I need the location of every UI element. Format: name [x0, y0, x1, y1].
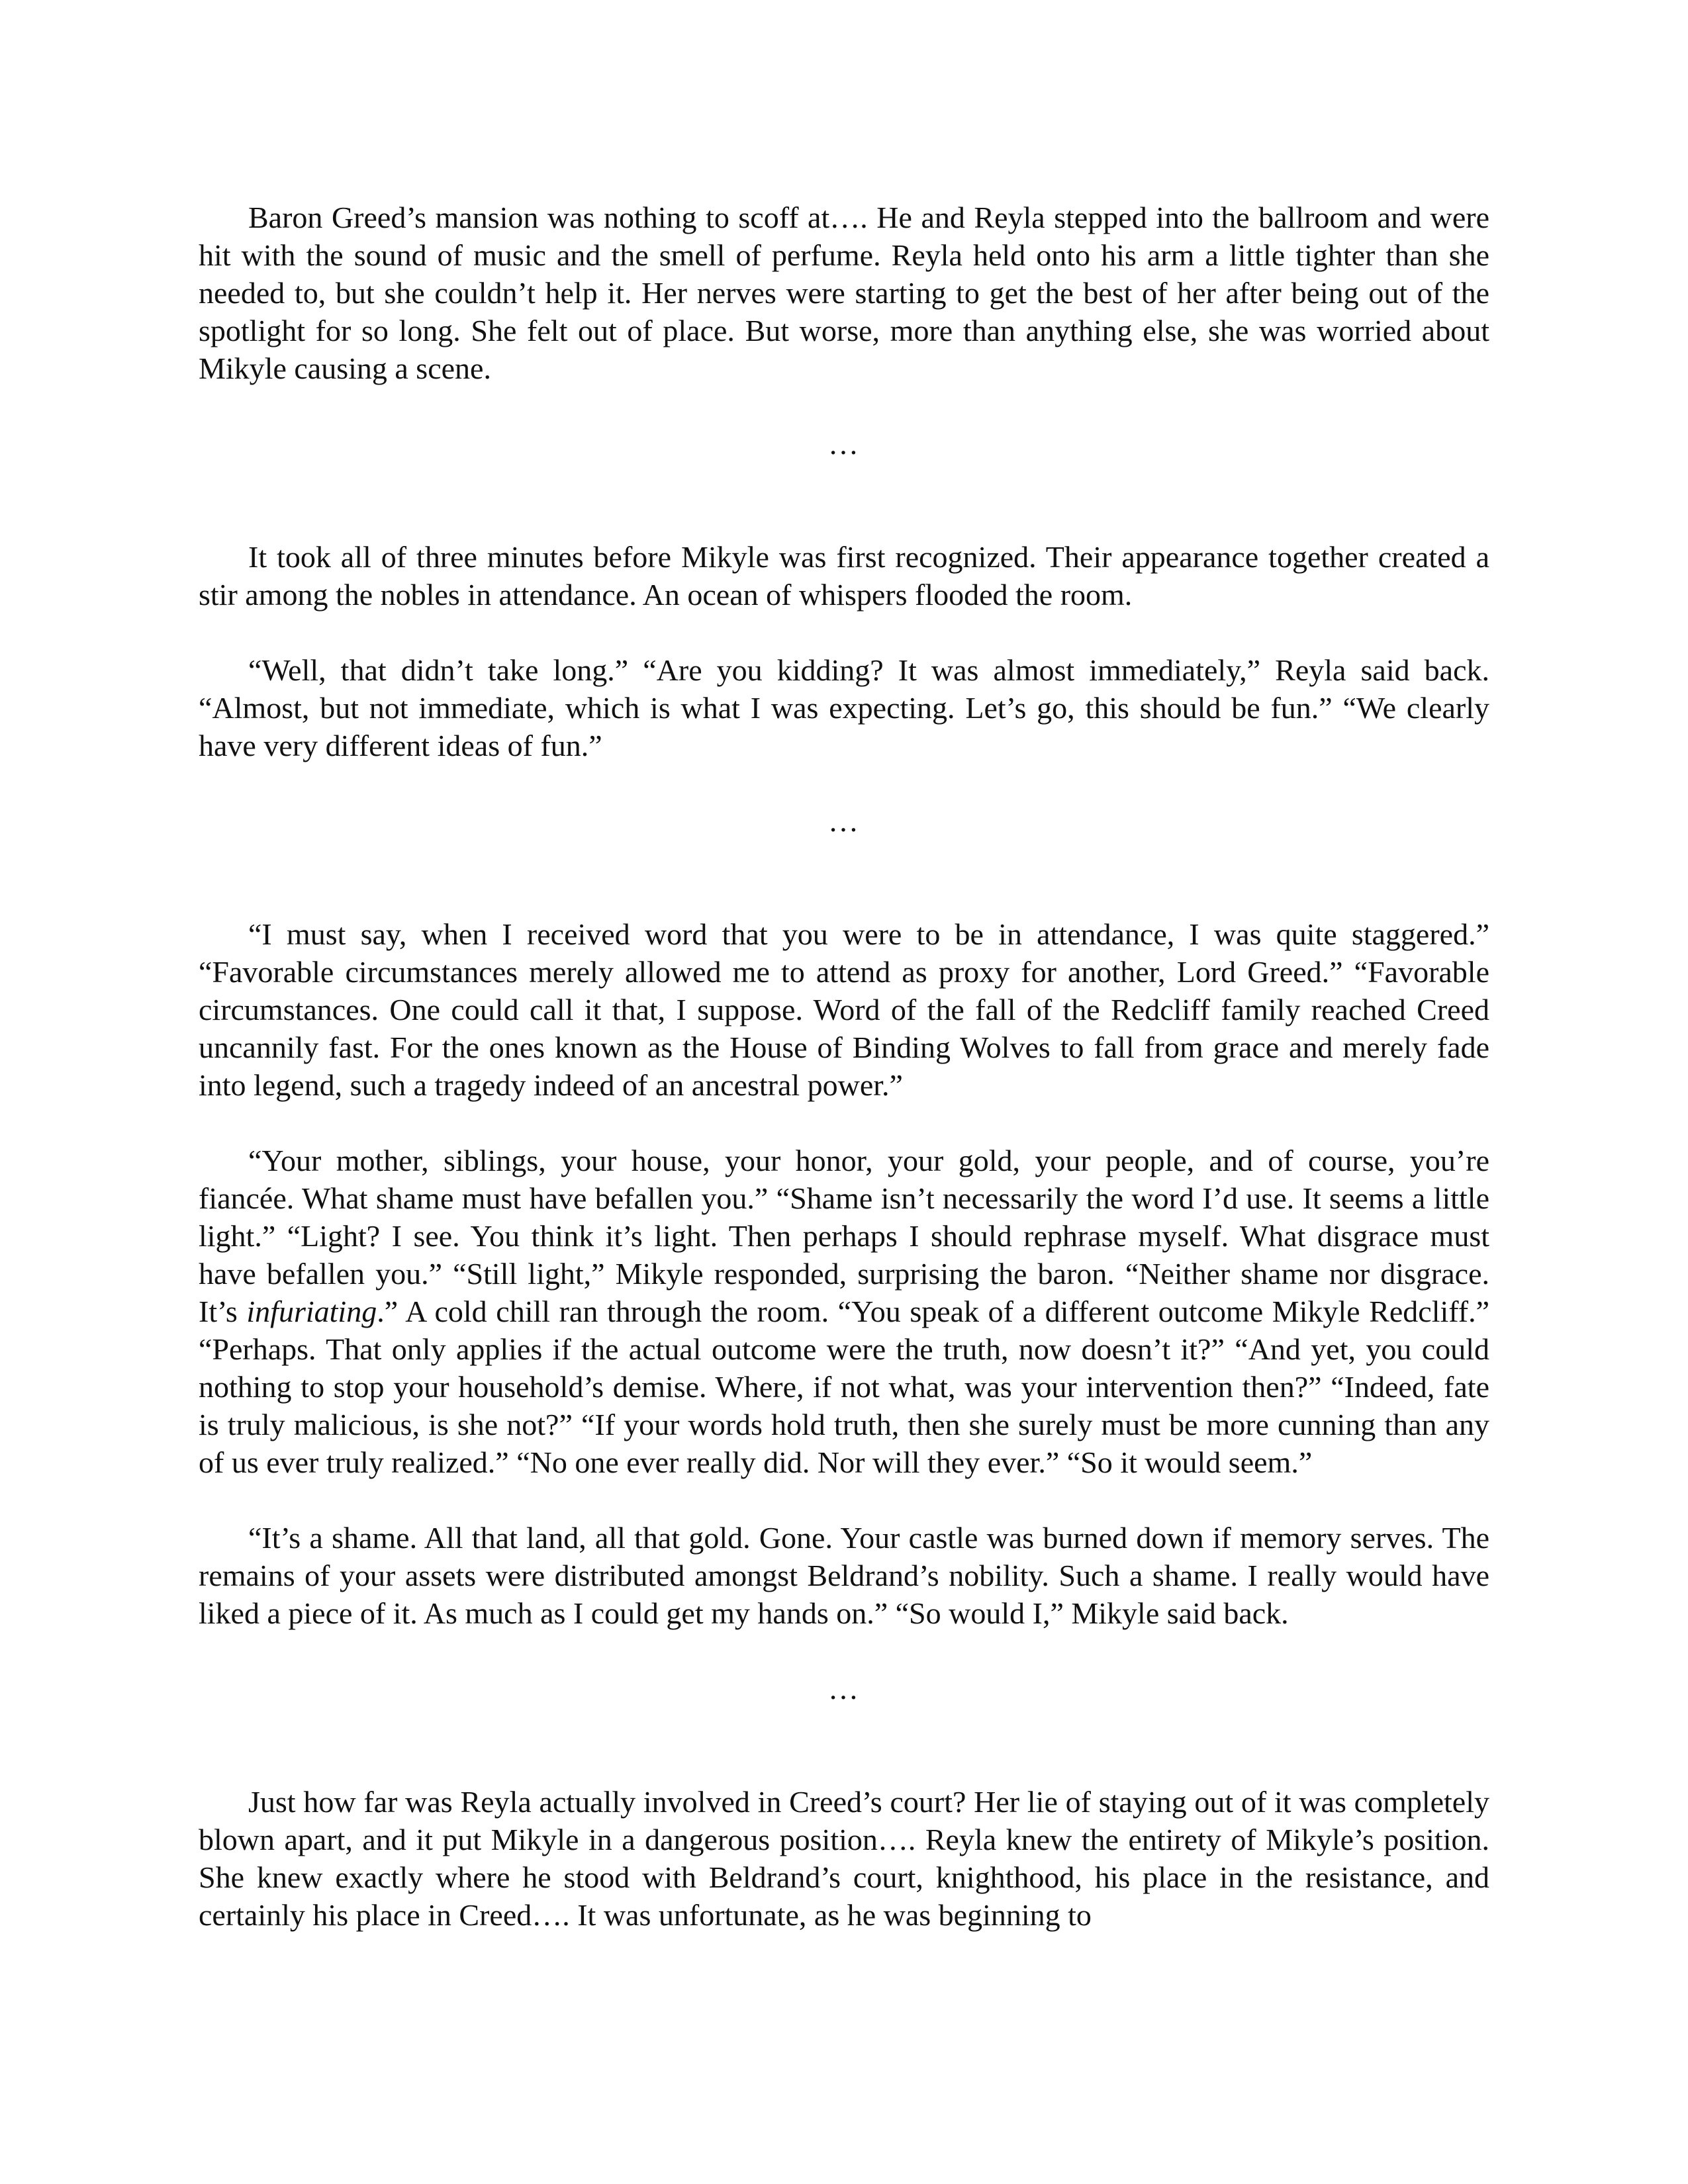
scene-break-gap: [199, 878, 1489, 915]
paragraph-5-text-b: .” A cold chill ran through the room. “You speak of a different outcome Mikyle Redcliff.” “Perhaps. That only applies if the actual outcome were the truth, now doesn’t it?” “And yet, you could nothing to stop your household’s demise. Where, if not what, was your intervention then?” “Indeed, fate is truly malicious, is she not?” “If your words hold truth, then she surely must be more cunning than any of us ever truly realized.” “No one ever really did. Nor will they ever.” “So it would seem.”: [199, 1295, 1489, 1479]
scene-break-1: …: [828, 427, 860, 461]
scene-break-2: …: [828, 804, 860, 838]
paragraph-3: “Well, that didn’t take long.” “Are you kidding? It was almost immediately,” Reyla said back. “Almost, but not immediate, which is what I was expecting. Let’s go, this should be fun.” “We clearly have very different ideas of fun.”: [199, 653, 1489, 762]
paragraph-7: Just how far was Reyla actually involved in Creed’s court? Her lie of staying out of it was completely blown apart, and it put Mikyle in a dangerous position…. Reyla knew the entirety of Mikyle’s position. She knew exactly where he stood with Beldrand’s court, knighthood, his place in the resistance, and certainly his place in Creed…. It was unfortunate, as he was beginning to: [199, 1785, 1489, 1932]
paragraph-6: “It’s a shame. All that land, all that gold. Gone. Your castle was burned down if memory serves. The remains of your assets were distributed amongst Beldrand’s nobility. Such a shame. I really would have liked a piece of it. As much as I could get my hands on.” “So would I,” Mikyle said back.: [199, 1521, 1489, 1630]
paragraph-1: Baron Greed’s mansion was nothing to scoff at…. He and Reyla stepped into the ballroom and were hit with the sound of music and the smell of perfume. Reyla held onto his arm a little tighter than she needed to, but she couldn’t help it. Her nerves were starting to get the best of her after being out of the spotlight for so long. She felt out of place. But worse, more than anything else, she was worried about Mikyle causing a scene.: [199, 201, 1489, 385]
scene-break-gap: [199, 500, 1489, 538]
paragraph-5-text-a: “Your mother, siblings, your house, your honor, your gold, your people, and of course, you’re fiancée. What shame must have befallen you.” “Shame isn’t necessarily the word I’d use. It seems a little light.” “Light? I see. You think it’s light. Then perhaps I should rephrase myself. What disgrace must have befallen you.” “Still light,” Mikyle responded, surprising the baron. “Neither shame nor disgrace. It’s: [199, 1144, 1489, 1328]
paragraph-2: It took all of three minutes before Mikyle was first recognized. Their appearance together created a stir among the nobles in attendance. An ocean of whispers flooded the room.: [199, 540, 1489, 612]
scene-break-gap: [199, 1745, 1489, 1783]
paragraph-5-italic-word: infuriating: [246, 1295, 377, 1328]
paragraph-5: [199, 1142, 1489, 1481]
scene-break-3: …: [828, 1672, 860, 1706]
paragraph-4: “I must say, when I received word that you were to be in attendance, I was quite staggered.” “Favorable circumstances merely allowed me to attend as proxy for another, Lord Greed.” “Favorable circumstances. One could call it that, I suppose. Word of the fall of the Redcliff family reached Creed uncannily fast. For the ones known as the House of Binding Wolves to fall from grace and merely fade into legend, such a tragedy indeed of an ancestral power.”: [199, 917, 1489, 1102]
document-body: [199, 199, 1489, 1972]
